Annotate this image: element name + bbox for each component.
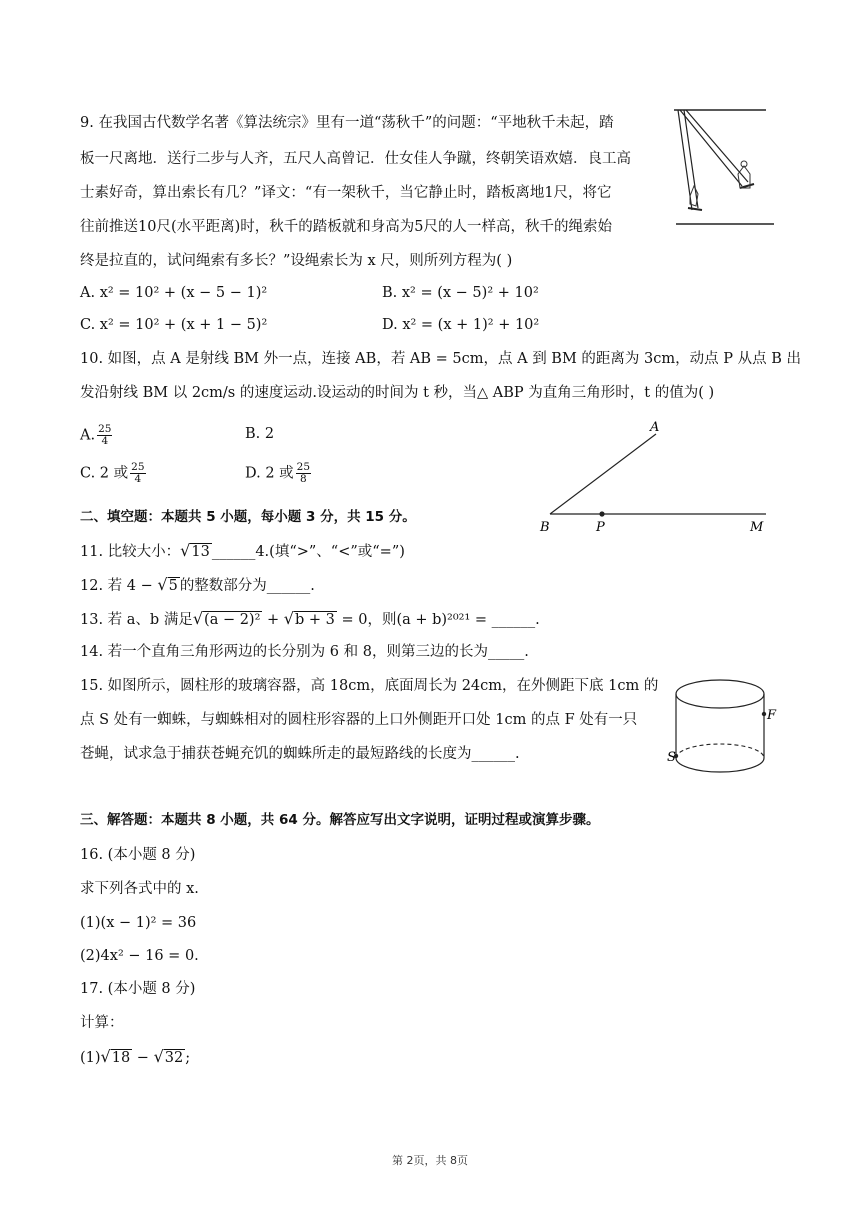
section-2-heading: 二、填空题：本题共 5 小题，每小题 3 分，共 15 分。 [80,509,416,525]
q9-line-3: 士素好奇，算出索长有几？”译文：“有一架秋千，当它静止时，踏板离地1尺，将它 [80,185,612,201]
q17-part-1-suffix: ; [185,1050,191,1066]
q10-option-a-prefix: A. [80,427,96,444]
label-p: P [596,520,605,535]
q13 [80,609,540,630]
q11 [80,541,405,562]
q12 [80,575,315,596]
q17-part-1-prefix: (1) [80,1050,101,1066]
q10-option-a-denominator: 4 [101,435,109,447]
q12-prefix: 12. 若 4 − [80,578,158,594]
q16-header: 16. (本小题 8 分) [80,847,196,863]
point-p [599,511,604,516]
q9-option-c: C. x² = 10² + (x + 1 − 5)² [80,317,268,333]
q16-part-2: (2)4x² − 16 = 0. [80,948,199,964]
sqrt-symbol: √ [192,609,204,628]
q10-option-b: B. 2 [245,426,275,442]
q10-option-c-prefix: C. 2 或 [80,465,129,482]
q17-radicand-1: 18 [111,1050,131,1066]
label-m: M [750,520,764,535]
q9-line-4: 往前推送10尺(水平距离)时，秋千的踏板就和身高为5尺的人一样高，秋千的绳索始 [80,219,612,235]
q10-option-d-prefix: D. 2 或 [245,465,294,482]
q15-line-2: 点 S 处有一蜘蛛，与蜘蛛相对的圆柱形容器的上口外侧距开口处 1cm 的点 F 处有一只 [80,712,638,728]
q17-mid: − [132,1050,154,1066]
q15-line-3: 苍蝇，试求急于捕获苍蝇充饥的蜘蛛所走的最短路线的长度为______. [80,746,520,762]
q10-option-c-denominator: 4 [134,473,142,485]
label-b: B [540,520,550,535]
sqrt-symbol: √ [153,1047,164,1066]
q9-line-1: 9. 在我国古代数学名著《算法统宗》里有一道“荡秋千”的问题：“平地秋千未起，踏 [80,115,614,131]
q17-intro: 计算： [80,1015,124,1031]
segment-ab [550,434,656,514]
q9-option-b: B. x² = (x − 5)² + 10² [382,285,539,301]
sqrt-symbol: √ [180,541,191,560]
q17-part-1 [80,1047,190,1068]
q12-radicand: 5 [168,578,178,594]
q10-option-d-denominator: 8 [300,473,307,485]
q10-line-2: 发沿射线 BM 以 2cm/s 的速度运动.设运动的时间为 t 秒，当△ ABP 为直角三角形时，t 的值为( ) [80,385,715,401]
section-3-heading: 三、解答题：本题共 8 小题，共 64 分。解答应写出文字说明，证明过程或演算步骤。 [80,812,600,828]
q13-mid: + [262,612,284,628]
q17-header: 17. (本小题 8 分) [80,981,196,997]
q9-line-2: 板一尺离地．送行二步与人齐，五尺人高曾记．仕女佳人争蹴，终朝笑语欢嬉．良工高 [80,151,631,167]
q10-option-a [80,424,114,447]
q9-line-5: 终是拉直的，试问绳索有多长？”设绳索长为 x 尺，则所列方程为( ) [80,253,513,269]
q10-option-d-numerator: 25 [296,461,311,473]
q10-option-a-numerator: 25 [98,423,112,435]
q16-intro: 求下列各式中的 x. [80,881,199,897]
q14: 14. 若一个直角三角形两边的长分别为 6 和 8，则第三边的长为_____. [80,644,529,660]
q13-suffix: = 0，则(a + b)²⁰²¹ = ______. [336,612,540,628]
sqrt-symbol: √ [283,609,294,628]
sqrt-symbol: √ [100,1047,111,1066]
q15-line-1: 15. 如图所示，圆柱形的玻璃容器，高 18cm，底面周长为 24cm，在外侧距下底 1cm 的 [80,678,659,694]
q10-option-a-fraction [97,424,112,447]
q11-radicand: 13 [191,544,210,560]
label-s: S [667,750,676,765]
q13-radicand-2: b + 3 [294,612,335,628]
q11-prefix: 11. 比较大小： [80,544,181,560]
q12-suffix: 的整数部分为______. [179,578,315,594]
ray-figure [536,418,776,538]
q10-option-c-numerator: 25 [131,461,145,473]
cylinder-figure [668,672,782,786]
swing-figure [670,100,780,230]
q9-option-d: D. x² = (x + 1)² + 10² [382,317,540,333]
q10-line-1: 10. 如图，点 A 是射线 BM 外一点，连接 AB，若 AB = 5cm，点 A 到 BM 的距离为 3cm，动点 P 从点 B 出 [80,351,801,367]
sqrt-symbol: √ [157,575,168,594]
q10-option-c [80,462,148,485]
q10-option-d [245,462,313,485]
q13-radicand-1: (a − 2)² [204,612,261,628]
q17-radicand-2: 32 [164,1050,184,1066]
page-footer: 第 2页，共 8页 [392,1154,468,1167]
q13-prefix: 13. 若 a、b 满足 [80,612,193,628]
point-f [762,712,766,716]
q9-option-a: A. x² = 10² + (x − 5 − 1)² [80,285,268,301]
q10-option-d-fraction [296,462,311,485]
q16-part-1: (1)(x − 1)² = 36 [80,915,197,931]
q10-option-c-fraction [130,462,145,485]
label-a: A [650,420,660,435]
label-f: F [767,708,777,723]
q11-suffix: ______4.(填“>”、“<”或“=”) [211,544,405,560]
